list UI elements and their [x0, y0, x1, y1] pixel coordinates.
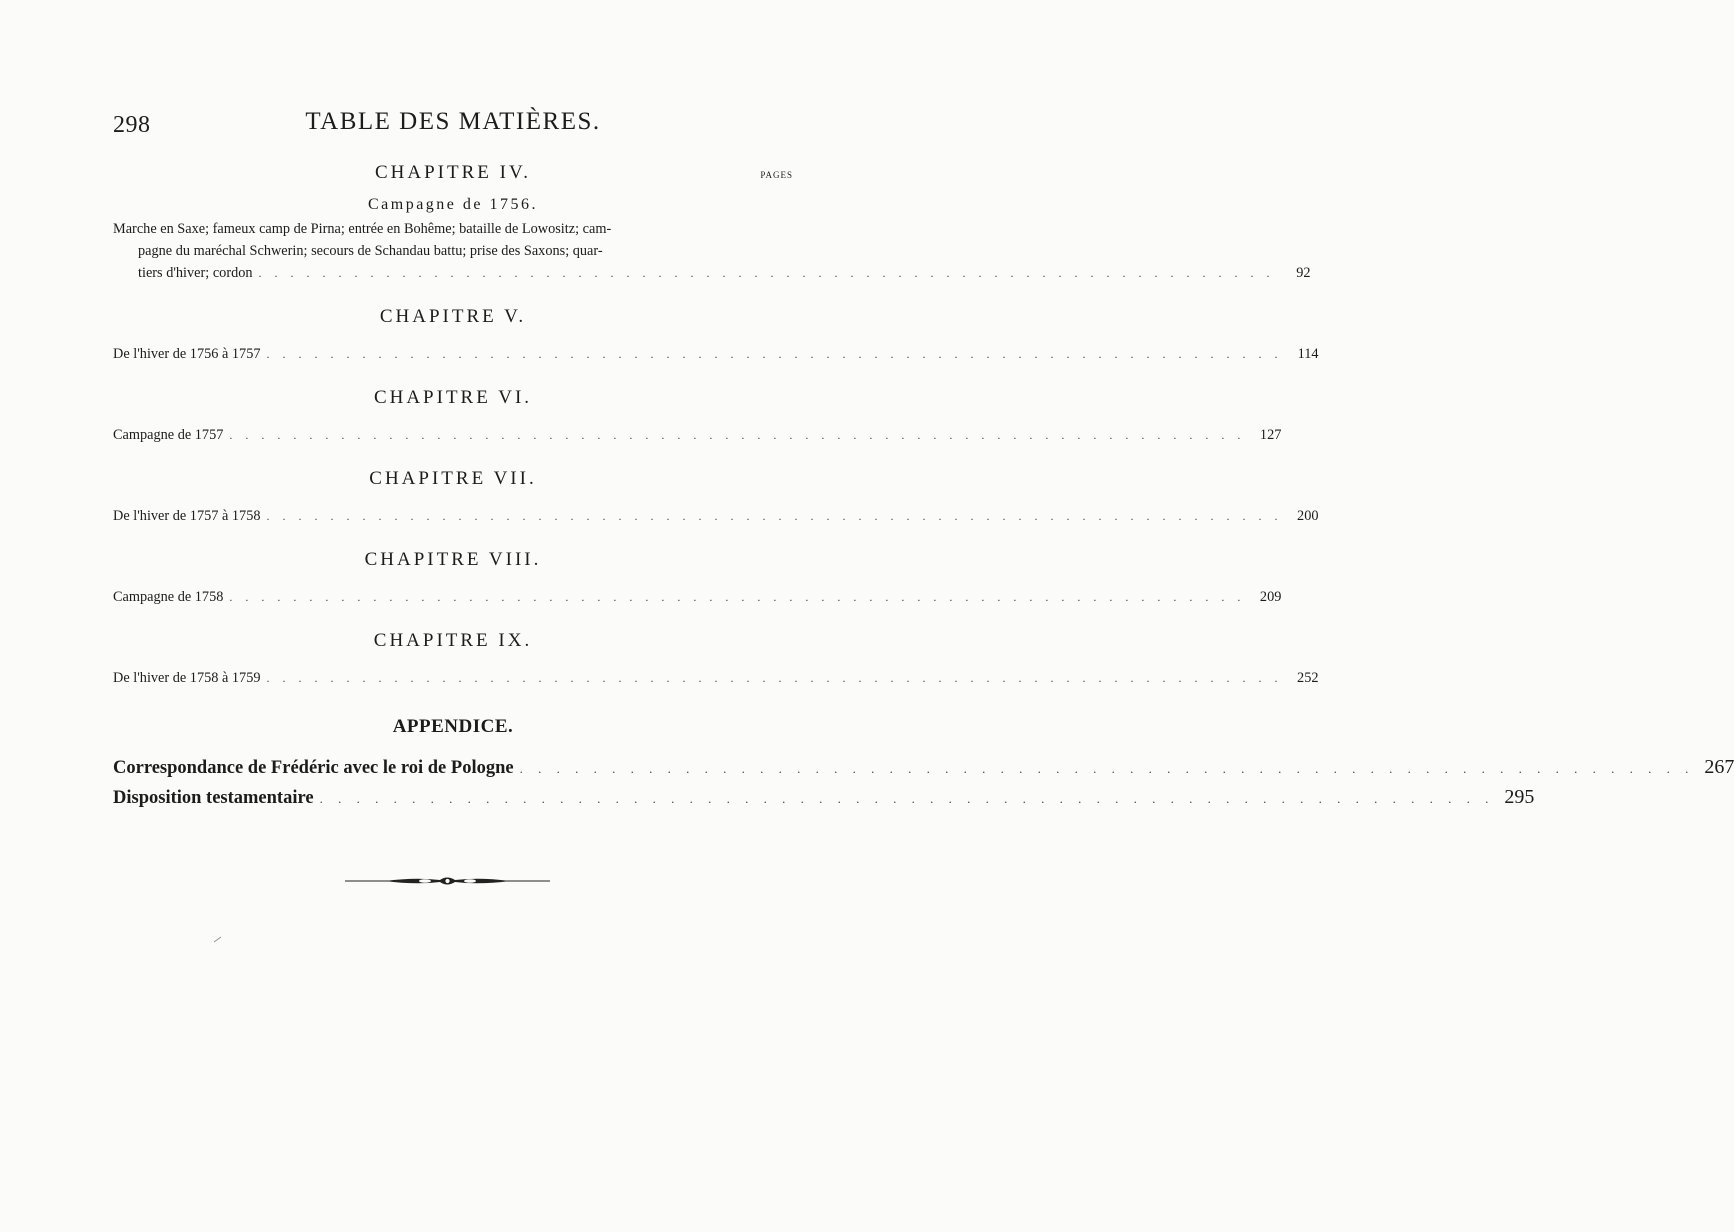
chapter-iv-summary [113, 218, 1311, 284]
entry-page-number: 200 [1297, 508, 1319, 524]
chapter-iv-heading [113, 160, 793, 186]
entry-label: Campagne de 1757 [113, 427, 224, 443]
entry-label: De l'hiver de 1757 à 1758 [113, 508, 261, 524]
dot-leader: . . . . . . . . . . . . . . . . . . . . . . . . . . . . . . . . . . . . . . . . . . . . . . . . . . . . . . . . . . . . . . . . [258, 266, 1275, 280]
chapter-vi-heading: CHAPITRE VI. [373, 387, 533, 408]
stray-mark-icon [213, 934, 223, 944]
chapter-vi-entry[interactable] [113, 424, 1282, 446]
chapter-ix-heading: CHAPITRE IX. [373, 630, 533, 651]
summary-line: Marche en Saxe; fameux camp de Pirna; entrée en Bohême; bataille de Lowositz; cam- [113, 221, 612, 237]
entry-page-number: 267 [1704, 756, 1734, 778]
entry-page-number: 127 [1259, 427, 1282, 443]
entry-label: Correspondance de Frédéric avec le roi de Pologne [113, 758, 514, 778]
chapter-iv-title: CHAPITRE IV. [375, 162, 531, 183]
table-of-contents [113, 160, 1734, 813]
entry-label: Campagne de 1758 [113, 589, 224, 605]
entry-label: Disposition testamentaire [113, 788, 314, 808]
chapter-v-heading: CHAPITRE V. [379, 306, 527, 327]
summary-line: pagne du maréchal Schwerin; secours de Schandau battu; prise des Saxons; quar- [138, 243, 603, 259]
ornament-divider-icon [345, 872, 550, 890]
appendix-heading: APPENDICE. [392, 716, 514, 737]
chapter-viii-heading: CHAPITRE VIII. [364, 549, 542, 570]
entry-page-number: 295 [1504, 786, 1535, 808]
entry-label: De l'hiver de 1756 à 1757 [113, 346, 261, 362]
dot-leader: . . . . . . . . . . . . . . . . . . . . . . . . . . . . . . . . . . . . . . . . . . . . . . . . . . . . . . . . . . . . . . . . [266, 509, 1283, 523]
dot-leader: . . . . . . . . . . . . . . . . . . . . . . . . . . . . . . . . . . . . . . . . . . . . . . . . . . . . . . . . . . . . . . . . [229, 590, 1246, 604]
chapter-vii-entry[interactable] [113, 505, 1319, 527]
chapter-viii-entry[interactable] [113, 586, 1282, 608]
entry-page-number: 92 [1296, 265, 1311, 281]
entry-page-number: 114 [1297, 346, 1319, 362]
dot-leader: . . . . . . . . . . . . . . . . . . . . . . . . . . . . . . . . . . . . . . . . . . . . . . . . . . . . . . . . . . . . . . . . [319, 791, 1495, 806]
page-title: TABLE DES MATIÈRES. [305, 108, 601, 135]
entry-label: De l'hiver de 1758 à 1759 [113, 670, 261, 686]
entry-page-number: 252 [1297, 670, 1319, 686]
dot-leader: . . . . . . . . . . . . . . . . . . . . . . . . . . . . . . . . . . . . . . . . . . . . . . . . . . . . . . . . . . . . . . . . [266, 347, 1283, 361]
entry-label: tiers d'hiver; cordon [138, 265, 253, 281]
chapter-v-entry[interactable] [113, 343, 1319, 365]
dot-leader: . . . . . . . . . . . . . . . . . . . . . . . . . . . . . . . . . . . . . . . . . . . . . . . . . . . . . . . . . . . . . . . . [229, 428, 1246, 442]
page-number: 298 [113, 112, 151, 138]
pages-column-label: PAGES [760, 170, 793, 180]
dot-leader: . . . . . . . . . . . . . . . . . . . . . . . . . . . . . . . . . . . . . . . . . . . . . . . . . . . . . . . . . . . . . . . . [266, 671, 1283, 685]
appendix-entry[interactable] [113, 783, 1535, 813]
chapter-iv-campaign: Campagne de 1756. [367, 196, 539, 213]
chapter-iv-entry[interactable] [113, 262, 1311, 284]
chapter-vii-heading: CHAPITRE VII. [369, 468, 537, 489]
chapter-ix-entry[interactable] [113, 667, 1319, 689]
dot-leader: . . . . . . . . . . . . . . . . . . . . . . . . . . . . . . . . . . . . . . . . . . . . . . . . . . . . . . . . . . . . . . . . [519, 761, 1695, 776]
appendix-entry[interactable] [113, 753, 1734, 783]
running-head [113, 108, 793, 142]
entry-page-number: 209 [1259, 589, 1282, 605]
